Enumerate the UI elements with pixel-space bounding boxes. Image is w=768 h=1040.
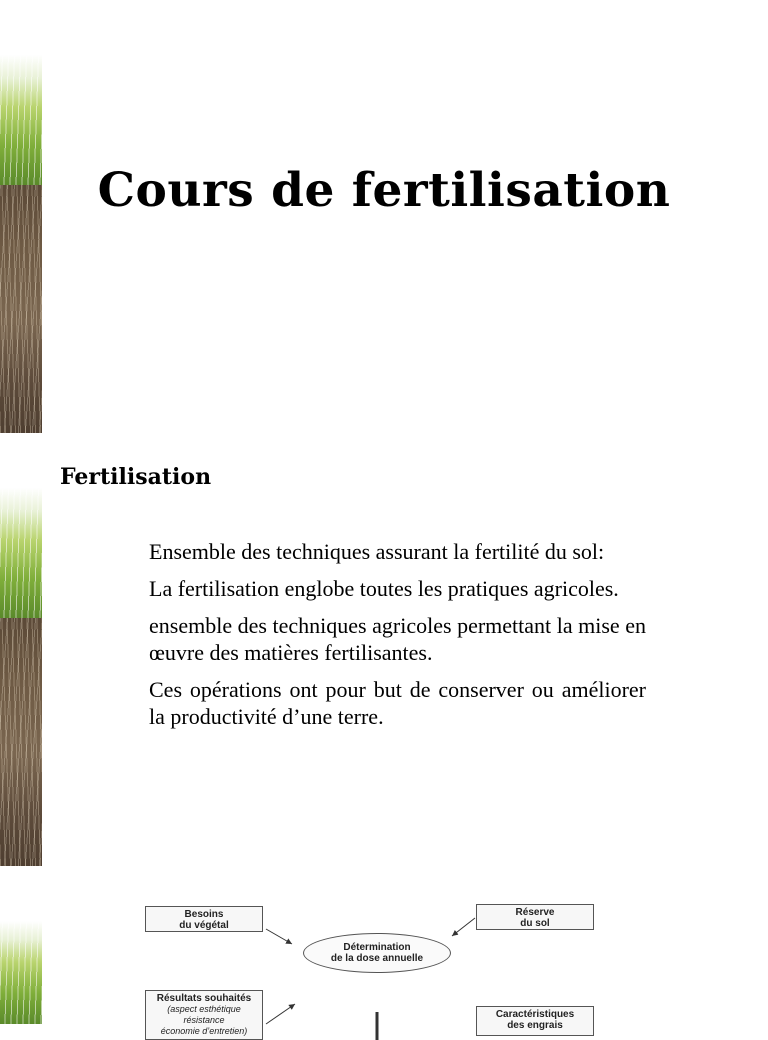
center-ellipse <box>303 933 451 973</box>
grass-image <box>0 866 42 1024</box>
box-text: Résultats souhaités <box>156 993 252 1004</box>
box-text: Réserve <box>515 907 555 918</box>
reserve-box <box>476 904 594 930</box>
box-text: économie d’entretien) <box>160 1026 248 1036</box>
caracteristiques-box <box>476 1006 594 1036</box>
diagram-slide <box>0 866 768 1036</box>
box-text: du sol <box>520 918 550 929</box>
arrow <box>452 918 475 936</box>
box-text: résistance <box>183 1015 225 1025</box>
arrow <box>266 929 292 944</box>
fertilisation-diagram <box>140 896 620 1036</box>
ellipse-text: Détermination <box>343 942 411 953</box>
page-title: Cours de fertilisation <box>97 163 671 218</box>
ellipse-text: de la dose annuelle <box>330 953 424 964</box>
bullet-list <box>149 538 646 740</box>
box-text: du végétal <box>179 920 229 931</box>
box-text: des engrais <box>507 1020 563 1031</box>
box-text: Besoins <box>184 909 224 920</box>
box-text: Caractéristiques <box>495 1009 575 1020</box>
arrow <box>266 1004 295 1024</box>
box-text: (aspect esthétique <box>167 1004 241 1014</box>
section-heading: Fertilisation <box>60 464 212 490</box>
bullet-item: ensemble des techniques agricoles permettant la mise en œuvre des matières fertilisantes. <box>149 613 646 665</box>
besoins-box <box>145 906 263 932</box>
grass-image <box>0 433 42 866</box>
bullet-item: La fertilisation englobe toutes les pratiques agricoles. <box>149 576 619 601</box>
resultats-box <box>145 990 263 1040</box>
bullet-item: Ensemble des techniques assurant la fertilité du sol: <box>149 539 605 564</box>
fertilisation-slide <box>0 433 768 866</box>
title-slide <box>0 0 768 433</box>
bullet-item: Ces opérations ont pour but de conserver ou améliorer la productivité d’une terre. <box>149 677 646 729</box>
